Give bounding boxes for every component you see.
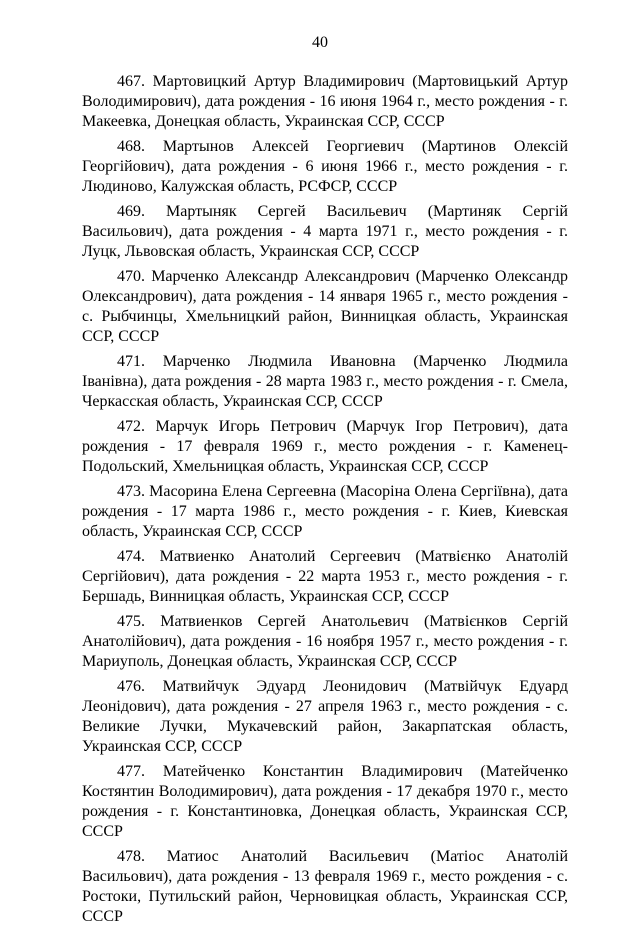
list-item: 467. Мартовицкий Артур Владимирович (Мартовицький Артур Володимирович), дата рождения - 16 июня 1964 г., место рождения - г. Макеевка, Донецкая область, Украинская ССР, СССР <box>82 73 568 130</box>
page-number: 40 <box>312 34 328 51</box>
list-item: 478. Матиос Анатолий Васильевич (Матіос Анатолій Васильович), дата рождения - 13 февраля 1969 г., место рождения - с. Ростоки, Путильский район, Черновицкая область, Украинская ССР, СССР <box>82 848 568 925</box>
list-item: 473. Масорина Елена Сергеевна (Масоріна Олена Сергіївна), дата рождения - 17 марта 1986 г., место рождения - г. Киев, Киевская область, Украинская ССР, СССР <box>82 483 568 540</box>
list-item: 470. Марченко Александр Александрович (Марченко Олександр Олександрович), дата рождения - 14 января 1965 г., место рождения - с. Рыбчинцы, Хмельницкий район, Винницкая область, Украинская ССР, СССР <box>82 268 568 345</box>
list-item: 472. Марчук Игорь Петрович (Марчук Ігор Петрович), дата рождения - 17 февраля 1969 г., место рождения - г. Каменец-Подольский, Хмельницкая область, Украинская ССР, СССР <box>82 418 568 475</box>
list-item: 471. Марченко Людмила Ивановна (Марченко Людмила Іванівна), дата рождения - 28 марта 1983 г., место рождения - г. Смела, Черкасская область, Украинская ССР, СССР <box>82 353 568 410</box>
list-item: 474. Матвиенко Анатолий Сергеевич (Матвієнко Анатолій Сергійович), дата рождения - 22 марта 1953 г., место рождения - г. Бершадь, Винницкая область, Украинская ССР, СССР <box>82 548 568 605</box>
list-item: 475. Матвиенков Сергей Анатольевич (Матвієнков Сергій Анатолійович), дата рождения - 16 ноября 1957 г., место рождения - г. Мариуполь, Донецкая область, Украинская ССР, СССР <box>82 613 568 670</box>
list-item: 469. Мартыняк Сергей Васильевич (Мартиняк Сергій Васильович), дата рождения - 4 марта 1971 г., место рождения - г. Луцк, Львовская область, Украинская ССР, СССР <box>82 203 568 260</box>
entry-list <box>82 72 568 932</box>
list-item: 468. Мартынов Алексей Георгиевич (Мартинов Олексій Георгійович), дата рождения - 6 июня 1966 г., место рождения - г. Людиново, Калужская область, РСФСР, СССР <box>82 138 568 195</box>
list-item: 476. Матвийчук Эдуард Леонидович (Матвійчук Едуард Леонідович), дата рождения - 27 апреля 1963 г., место рождения - с. Великие Лучки, Мукачевский район, Закарпатская область, Украинская ССР, СССР <box>82 678 568 755</box>
list-item: 477. Матейченко Константин Владимирович (Матейченко Костянтин Володимирович), дата рождения - 17 декабря 1970 г., место рождения - г. Константиновка, Донецкая область, Украинская ССР, СССР <box>82 763 568 840</box>
